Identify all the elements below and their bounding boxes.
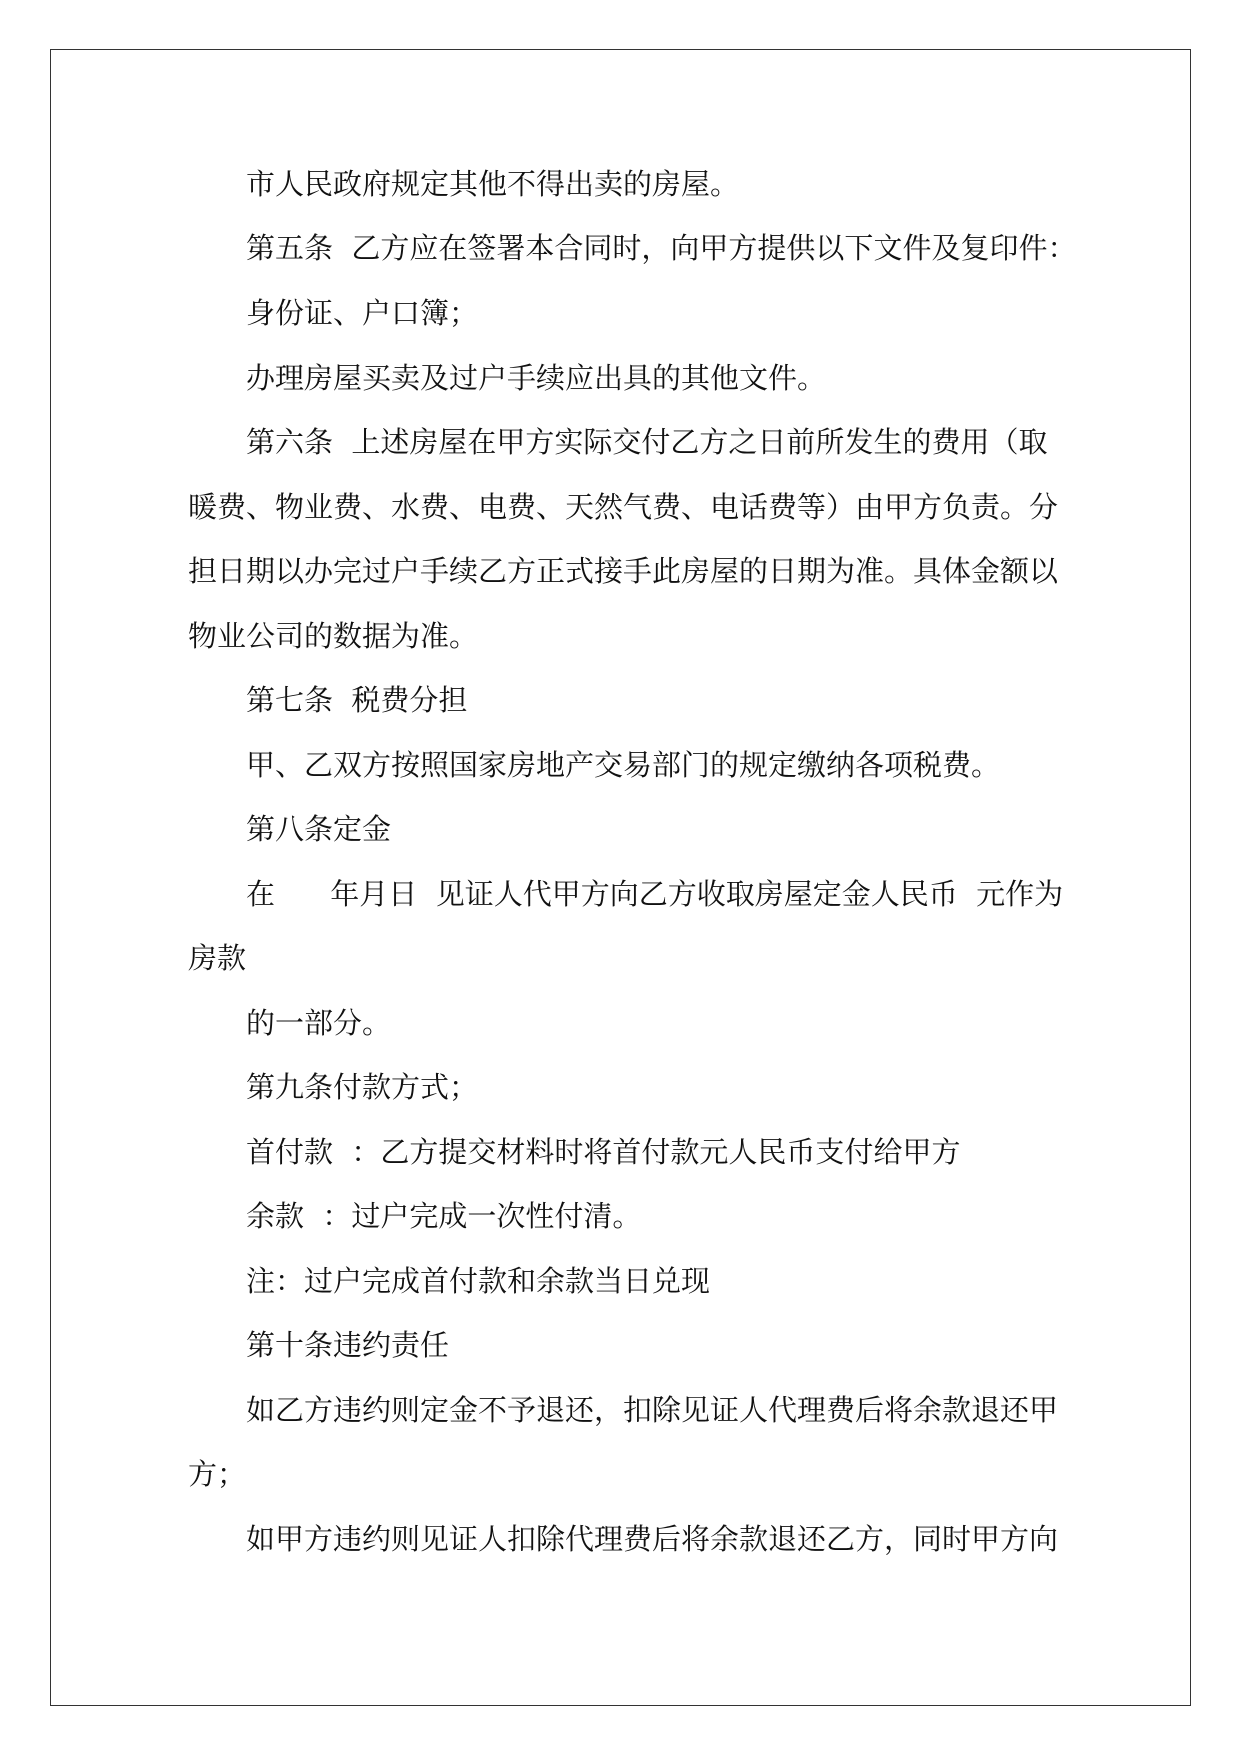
text-line: 市人民政府规定其他不得出卖的房屋。 <box>246 167 740 201</box>
text-line: 第九条付款方式； <box>246 1070 479 1104</box>
text-line: 第六条 上述房屋在甲方实际交付乙方之日前所发生的费用（取 <box>246 425 1048 459</box>
text-line: 暖费、物业费、水费、电费、天然气费、电话费等）由甲方负责。分 <box>188 490 1059 524</box>
text-line: 在 年月日 见证人代甲方向乙方收取房屋定金人民币 元作为 <box>246 877 1064 911</box>
text-line: 注：过户完成首付款和余款当日兑现 <box>246 1264 711 1298</box>
text-line: 甲、乙双方按照国家房地产交易部门的规定缴纳各项税费。 <box>246 748 1001 782</box>
text-line: 第七条 税费分担 <box>246 683 468 717</box>
text-line: 首付款 ：乙方提交材料时将首付款元人民币支付给甲方 <box>246 1135 961 1169</box>
text-line: 办理房屋买卖及过户手续应出具的其他文件。 <box>246 361 827 395</box>
text-line: 房款 <box>188 941 247 975</box>
text-line: 第五条 乙方应在签署本合同时，向甲方提供以下文件及复印件： <box>246 231 1077 265</box>
text-line: 第八条定金 <box>246 812 392 846</box>
text-line: 身份证、户口簿； <box>246 296 479 330</box>
text-line: 第十条违约责任 <box>246 1328 450 1362</box>
text-line: 方； <box>188 1457 247 1491</box>
text-line: 的一部分。 <box>246 1006 392 1040</box>
text-line: 余款 ：过户完成一次性付清。 <box>246 1199 642 1233</box>
text-line: 如乙方违约则定金不予退还，扣除见证人代理费后将余款退还甲 <box>246 1393 1059 1427</box>
text-line: 物业公司的数据为准。 <box>188 619 479 653</box>
text-line: 如甲方违约则见证人扣除代理费后将余款退还乙方，同时甲方向 <box>246 1522 1059 1556</box>
text-line: 担日期以办完过户手续乙方正式接手此房屋的日期为准。具体金额以 <box>188 554 1059 588</box>
